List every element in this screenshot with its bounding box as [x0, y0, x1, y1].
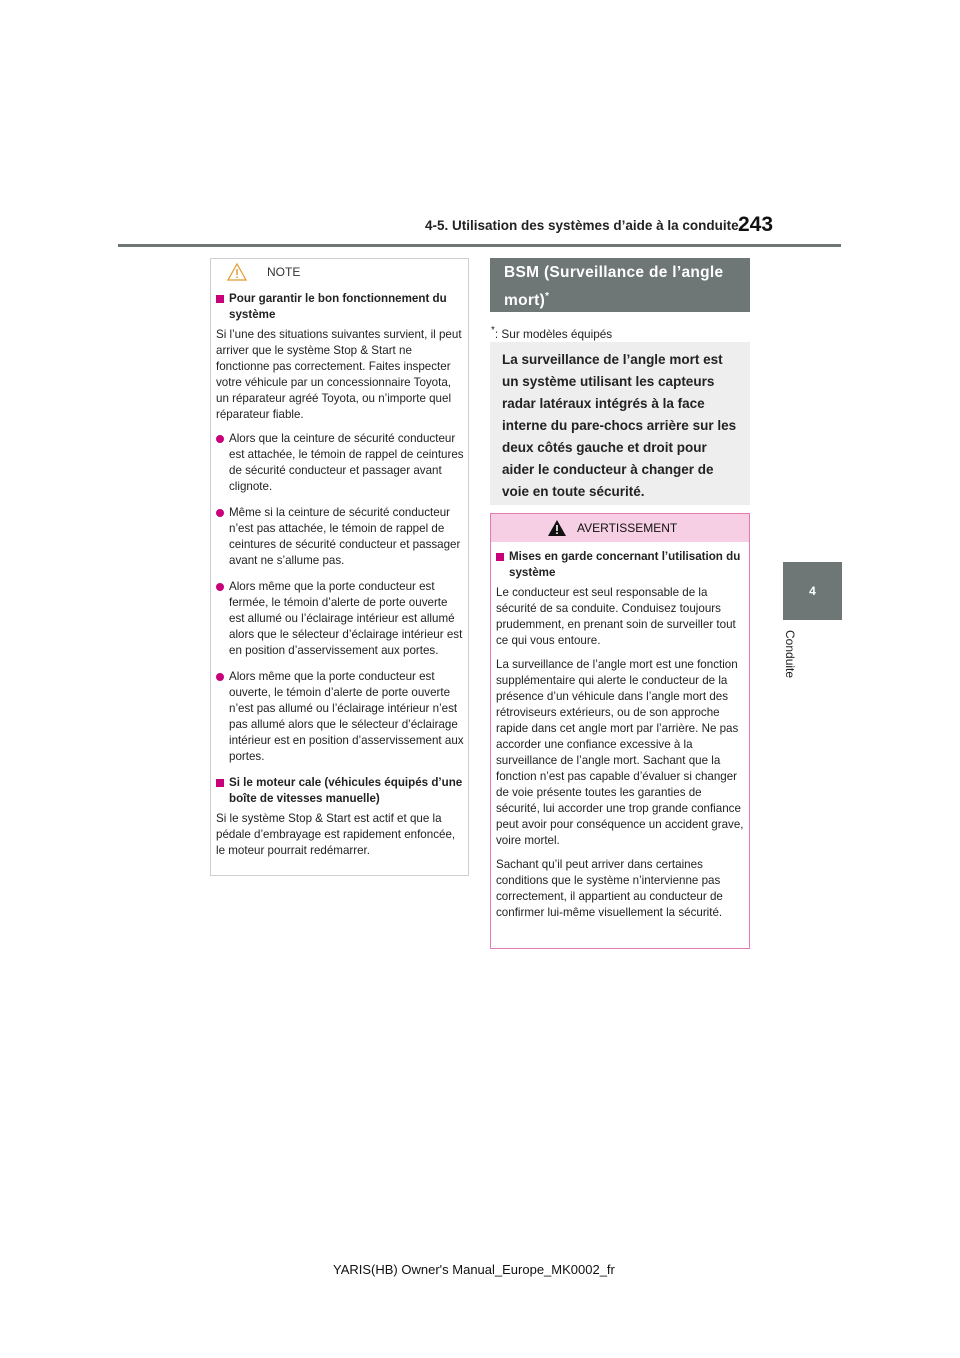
warning-body: [496, 549, 746, 929]
chapter-label-text: Conduite: [783, 630, 797, 679]
warning-header: [491, 514, 749, 542]
warning-box: [490, 513, 750, 949]
note-section-heading: Pour garantir le bon fonctionnement du système: [216, 291, 466, 323]
warning-paragraph: Le conducteur est seul responsable de la sécurité de sa conduite. Conduisez toujours prudemment, en prenant soin de surveiller tout ce qui vous entoure.: [496, 586, 736, 647]
bsm-title: BSM (Surveillance de l’angle mort): [504, 264, 724, 310]
bsm-intro-box: [490, 342, 750, 505]
note-title: NOTE: [267, 265, 301, 279]
square-bullet-icon: [496, 553, 504, 561]
chapter-tab: [783, 562, 842, 620]
round-bullet-icon: [216, 509, 224, 517]
footnote-marker: *: [491, 325, 495, 336]
footnote: [491, 325, 612, 341]
note-section-intro: Si le système Stop & Start est actif et que la pédale d’embrayage est rapidement enfoncée, le moteur pourrait redémarrer.: [216, 812, 456, 857]
note-box: [210, 258, 469, 876]
note-header: [211, 259, 468, 285]
list-item: Même si la ceinture de sécurité conducteur n’est pas attachée, le témoin de rappel de ceintures de sécurité conducteur et passager avant ne s’allume pas.: [216, 505, 466, 569]
round-bullet-icon: [216, 435, 224, 443]
chapter-number: 4: [809, 584, 816, 598]
header-rule: [118, 244, 841, 247]
list-item: Alors même que la porte conducteur est fermée, le témoin d’alerte de porte ouverte est allumé ou l’éclairage intérieur est allumé alors que le sélecteur d’éclairage intérieur est en position d’asservissement aux portes.: [216, 579, 466, 659]
warning-paragraph: Sachant qu’il peut arriver dans certaines conditions que le système n’intervienne pas correctement, il appartient au conducteur de confirmer lui-même visuellement la sécurité.: [496, 858, 723, 919]
note-section-intro: Si l’une des situations suivantes survient, il peut arriver que le système Stop & Start ne fonctionne pas correctement. Faites inspecter votre véhicule par un concessionnaire Toyota, un réparateur agréé Toyota, ou n’importe quel réparateur fiable.: [216, 328, 462, 421]
square-bullet-icon: [216, 295, 224, 303]
section-title: 4-5. Utilisation des systèmes d’aide à la conduite: [425, 218, 739, 233]
warning-paragraph: La surveillance de l’angle mort est une fonction supplémentaire qui alerte le conducteur de la présence d’un véhicule dans l’angle mort des rétroviseurs extérieurs, ou de son approche rapide dans cet angle mort par l’arrière. Ne pas accorder une confiance excessive à la surveillance de l’angle mort. Sachant que la fonction n’est pas capable d’évaluer si changer de voie présente toutes les garanties de sécurité, lui accorder une trop grande confiance peut avoir pour conséquence un accident grave, voire mortel.: [496, 658, 744, 847]
bsm-heading: [490, 258, 750, 312]
round-bullet-icon: [216, 583, 224, 591]
note-body: [216, 291, 466, 867]
list-item: Alors que la ceinture de sécurité conducteur est attachée, le témoin de rappel de ceintures de sécurité conducteur et passager avant clignote.: [216, 431, 466, 495]
chapter-label: [783, 630, 813, 690]
caution-triangle-icon: [227, 263, 247, 281]
page-number: 243: [738, 213, 774, 236]
list-item: Alors même que la porte conducteur est ouverte, le témoin d’alerte de porte ouverte n’est pas allumé ou l’éclairage intérieur n’est pas allumé alors que le sélecteur d’éclairage intérieur est en position d’asservissement aux portes.: [216, 669, 466, 765]
warning-triangle-icon: [547, 519, 567, 537]
warning-heading: Mises en garde concernant l’utilisation du système: [496, 549, 746, 581]
square-bullet-icon: [216, 779, 224, 787]
footnote-text: : Sur modèles équipés: [494, 326, 613, 341]
warning-title: AVERTISSEMENT: [577, 521, 678, 535]
bsm-intro-text: La surveillance de l’angle mort est un système utilisant les capteurs radar latéraux intégrés à la face interne du pare-chocs arrière sur les deux côtés gauche et droit pour aider le conducteur à changer de voie en toute sécurité.: [502, 352, 737, 499]
bsm-title-marker: *: [545, 291, 550, 302]
round-bullet-icon: [216, 673, 224, 681]
note-section-heading: Si le moteur cale (véhicules équipés d’une boîte de vitesses manuelle): [216, 775, 466, 807]
footer-text: YARIS(HB) Owner's Manual_Europe_MK0002_fr: [333, 1262, 615, 1277]
